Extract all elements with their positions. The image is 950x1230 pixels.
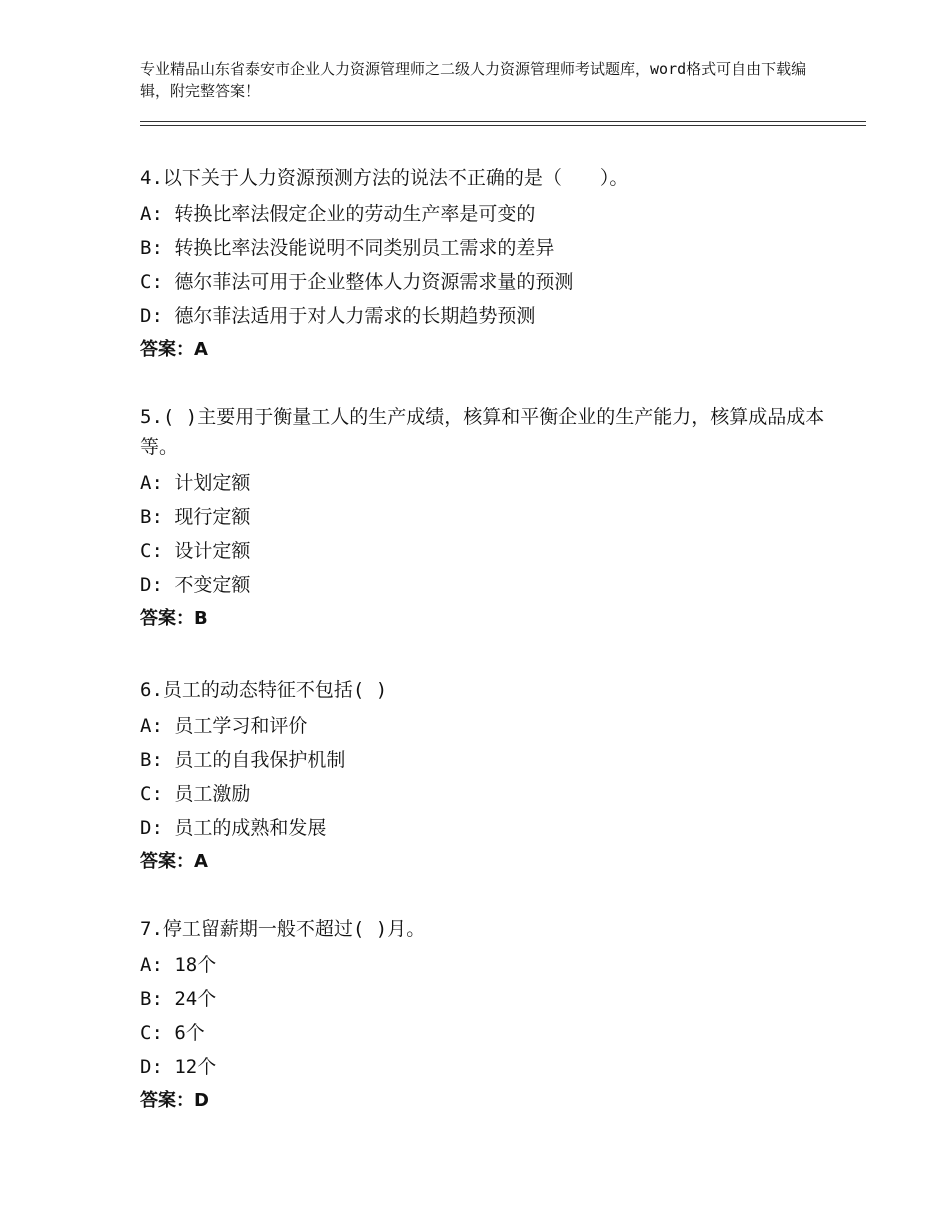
- answer-line: 答案：D: [140, 1090, 209, 1111]
- question-stem: 4.以下关于人力资源预测方法的说法不正确的是（ ）。: [140, 167, 629, 189]
- question-stem: 6.员工的动态特征不包括( ): [140, 679, 388, 701]
- option-b: B: 转换比率法没能说明不同类别员工需求的差异: [140, 237, 555, 259]
- option-d: D: 12个: [140, 1056, 217, 1078]
- option-b: B: 员工的自我保护机制: [140, 749, 346, 771]
- document-header: [140, 58, 830, 102]
- option-a: A: 18个: [140, 954, 217, 976]
- option-d: D: 不变定额: [140, 574, 251, 596]
- option-a: A: 计划定额: [140, 472, 251, 494]
- answer-line: 答案：B: [140, 608, 208, 629]
- option-b: B: 现行定额: [140, 506, 251, 528]
- option-d: D: 员工的成熟和发展: [140, 817, 327, 839]
- question-5: [140, 402, 830, 636]
- header-divider-bottom: [140, 125, 866, 126]
- header-divider-top: [140, 121, 866, 122]
- option-b: B: 24个: [140, 988, 217, 1010]
- question-stem: 7.停工留薪期一般不超过( )月。: [140, 918, 426, 940]
- option-a: A: 转换比率法假定企业的劳动生产率是可变的: [140, 203, 536, 225]
- option-c: C: 德尔菲法可用于企业整体人力资源需求量的预测: [140, 271, 574, 293]
- option-c: C: 6个: [140, 1022, 205, 1044]
- answer-line: 答案：A: [140, 339, 208, 360]
- answer-line: 答案：A: [140, 851, 208, 872]
- question-4: [140, 163, 830, 367]
- option-a: A: 员工学习和评价: [140, 715, 308, 737]
- header-text: 专业精品山东省泰安市企业人力资源管理师之二级人力资源管理师考试题库，word格式可自由下载编辑，附完整答案！: [140, 60, 807, 100]
- question-6: [140, 675, 830, 879]
- option-c: C: 设计定额: [140, 540, 251, 562]
- question-7: [140, 914, 830, 1118]
- option-d: D: 德尔菲法适用于对人力需求的长期趋势预测: [140, 305, 536, 327]
- question-stem: 5.( )主要用于衡量工人的生产成绩，核算和平衡企业的生产能力，核算成品成本等。: [140, 406, 825, 458]
- option-c: C: 员工激励: [140, 783, 251, 805]
